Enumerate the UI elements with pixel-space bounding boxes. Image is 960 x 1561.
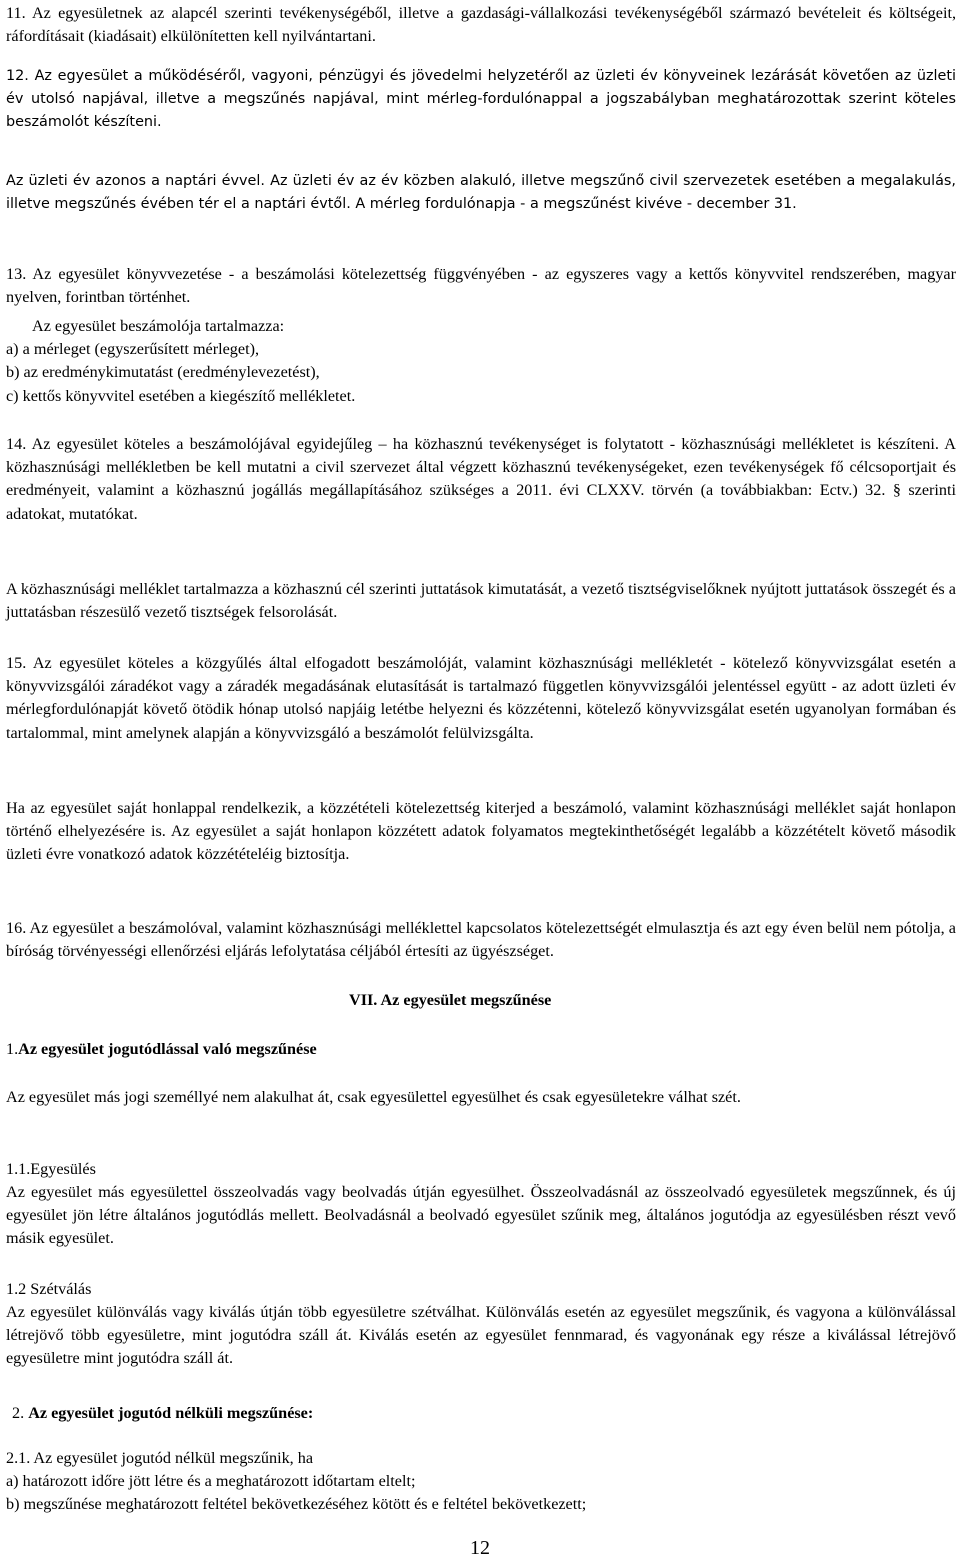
list-item: a) a mérleget (egyszerűsített mérleget), (6, 340, 260, 359)
section-2-title: Az egyesület jogutód nélküli megszűnése: (28, 1404, 314, 1422)
section-2-1-list (6, 1447, 956, 1517)
report-contents-list (6, 315, 956, 408)
paragraph-15: 15. Az egyesület köteles a közgyűlés által elfogadott beszámolóját, valamint közhasznúsági mellékletét - kötelező könyvvizsgálat esetén a könyvvizsgálói záradékot vagy a záradék megadásának elutasítását is tartalmazó független könyvvizsgálói jelentéssel együtt - az adott üzleti év mérlegfordulónapját követő ötödik hónap utolsó napjáig letétbe helyezni és közzétenni, kötelező könyvvizsgálat esetén ugyanolyan formában és tartalommal, mint amelynek alapján a könyvvizsgáló a beszámolót felülvizsgálta. (6, 654, 956, 742)
section-1-2-title: 1.2 Szétválás (6, 1280, 92, 1298)
paragraph-13: 13. Az egyesület könyvvezetése - a beszámolási kötelezettség függvényében - az egyszeres vagy a kettős könyvvitel rendszerében, magyar nyelven, forintban történhet. (6, 265, 956, 307)
paragraph-11: 11. Az egyesületnek az alapcél szerinti tevékenységéből, illetve a gazdasági-vállalkozási tevékenységéből származó bevételeit és költségeit, ráfordításait (kiadásait) elkülönítetten kell nyilvántartani. (6, 4, 956, 46)
list-item: c) kettős könyvvitel esetében a kiegészítő mellékletet. (6, 386, 356, 405)
section-1-2-text: Az egyesület különválás vagy kiválás útján több egyesületre szétválhat. Különválás esetén az egyesület megszűnik, és vagyona a különválással létrejövő több egyesületre, mint jogutódra száll át. Kiválás esetén az egyesület fennmarad, és vagyonának egy része a kiválással létrejövő egyesületre mint jogutódra száll át. (6, 1303, 956, 1368)
page-number: 12 (470, 1537, 490, 1559)
paragraph-12-business-year: Az üzleti év azonos a naptári évvel. Az üzleti év az év közben alakuló, illetve megszűnő civil szervezetek esetében a megalakulás, illetve megszűnés évében tér el a naptári évtől. A mérleg fordulónapja - a megszűnést kivéve - december 31. (6, 173, 956, 213)
section-2-number: 2. (12, 1404, 25, 1422)
paragraph-14: 14. Az egyesület köteles a beszámolójával egyidejűleg – ha közhasznú tevékenységet is folytatott - közhasznúsági mellékletet is készíteni. A közhasznúsági mellékletben be kell mutatni a civil szervezet által végzett közhasznú tevékenységeket, ezen tevékenységek fő célcsoportjait és eredményeit, valamint a közhasznú jogállás megállapításához szükséges a 2011. évi CLXXV. törvén (a továbbiakban: Ectv.) 32. § szerinti adatokat, mutatókat. (6, 435, 956, 523)
section-1-heading (6, 1038, 317, 1061)
section-1-number: 1. (6, 1040, 19, 1058)
section-1-title: Az egyesület jogutódlással való megszűnése (18, 1040, 317, 1058)
section-1-1-title: 1.1.Egyesülés (6, 1160, 96, 1178)
section-1-1-text: Az egyesület más egyesülettel összeolvadás vagy beolvadás útján egyesülhet. Összeolvadásnál az összeolvadó egyesületek megszűnnek, és új egyesület jön létre általános jogutódlás mellett. Beolvadásnál a beolvadó egyesület szűnik meg, általános jogutódja az egyesülésben részt vevő másik egyesület. (6, 1183, 956, 1248)
section-2-heading (12, 1402, 313, 1425)
section-1-text: Az egyesület más jogi személlyé nem alakulhat át, csak egyesülettel egyesülhet és csak egyesületekre válhat szét. (6, 1088, 741, 1106)
paragraph-14-public-benefit-annex: A közhasznúsági melléklet tartalmazza a közhasznú cél szerinti juttatások kimutatását, a vezető tisztségviselőknek nyújtott juttatások összegét és a juttatásban részesülő vezető tisztségek felsorolását. (6, 580, 956, 622)
section-2-1-intro: 2.1. Az egyesület jogutód nélkül megszűnik, ha (6, 1449, 314, 1467)
chapter-title: VII. Az egyesület megszűnése (349, 991, 552, 1009)
report-contents-intro: Az egyesület beszámolója tartalmazza: (32, 317, 285, 335)
paragraph-12: 12. Az egyesület a működéséről, vagyoni, pénzügyi és jövedelmi helyzetéről az üzleti év könyveinek lezárását követően az üzleti év utolsó napjával, illetve a megszűnés napjával, mint mérleg-fordulónappal a jogszabályban meghatározottak szerint köteles beszámolót készíteni. (6, 68, 956, 131)
list-item: b) megszűnése meghatározott feltétel bekövetkezéséhez kötött és e feltétel bekövetkezett; (6, 1495, 587, 1514)
paragraph-15-website: Ha az egyesület saját honlappal rendelkezik, a közzétételi kötelezettség kiterjed a beszámoló, valamint közhasznúsági melléklet saját honlapon történő elhelyezésére is. Az egyesület a saját honlapon közzétett adatok folyamatos megtekinthetőségét legalább a közzétételt követő második üzleti évre vonatkozó adatok közzétételéig biztosítja. (6, 799, 956, 864)
list-item: b) az eredménykimutatást (eredménylevezetést), (6, 363, 320, 382)
paragraph-16: 16. Az egyesület a beszámolóval, valamint közhasznúsági melléklettel kapcsolatos kötelezettségét elmulasztja és azt egy éven belül nem pótolja, a bíróság törvényességi ellenőrzési eljárás lefolytatása céljából értesíti az ügyészséget. (6, 919, 956, 961)
list-item: a) határozott időre jött létre és a meghatározott időtartam eltelt; (6, 1472, 416, 1491)
